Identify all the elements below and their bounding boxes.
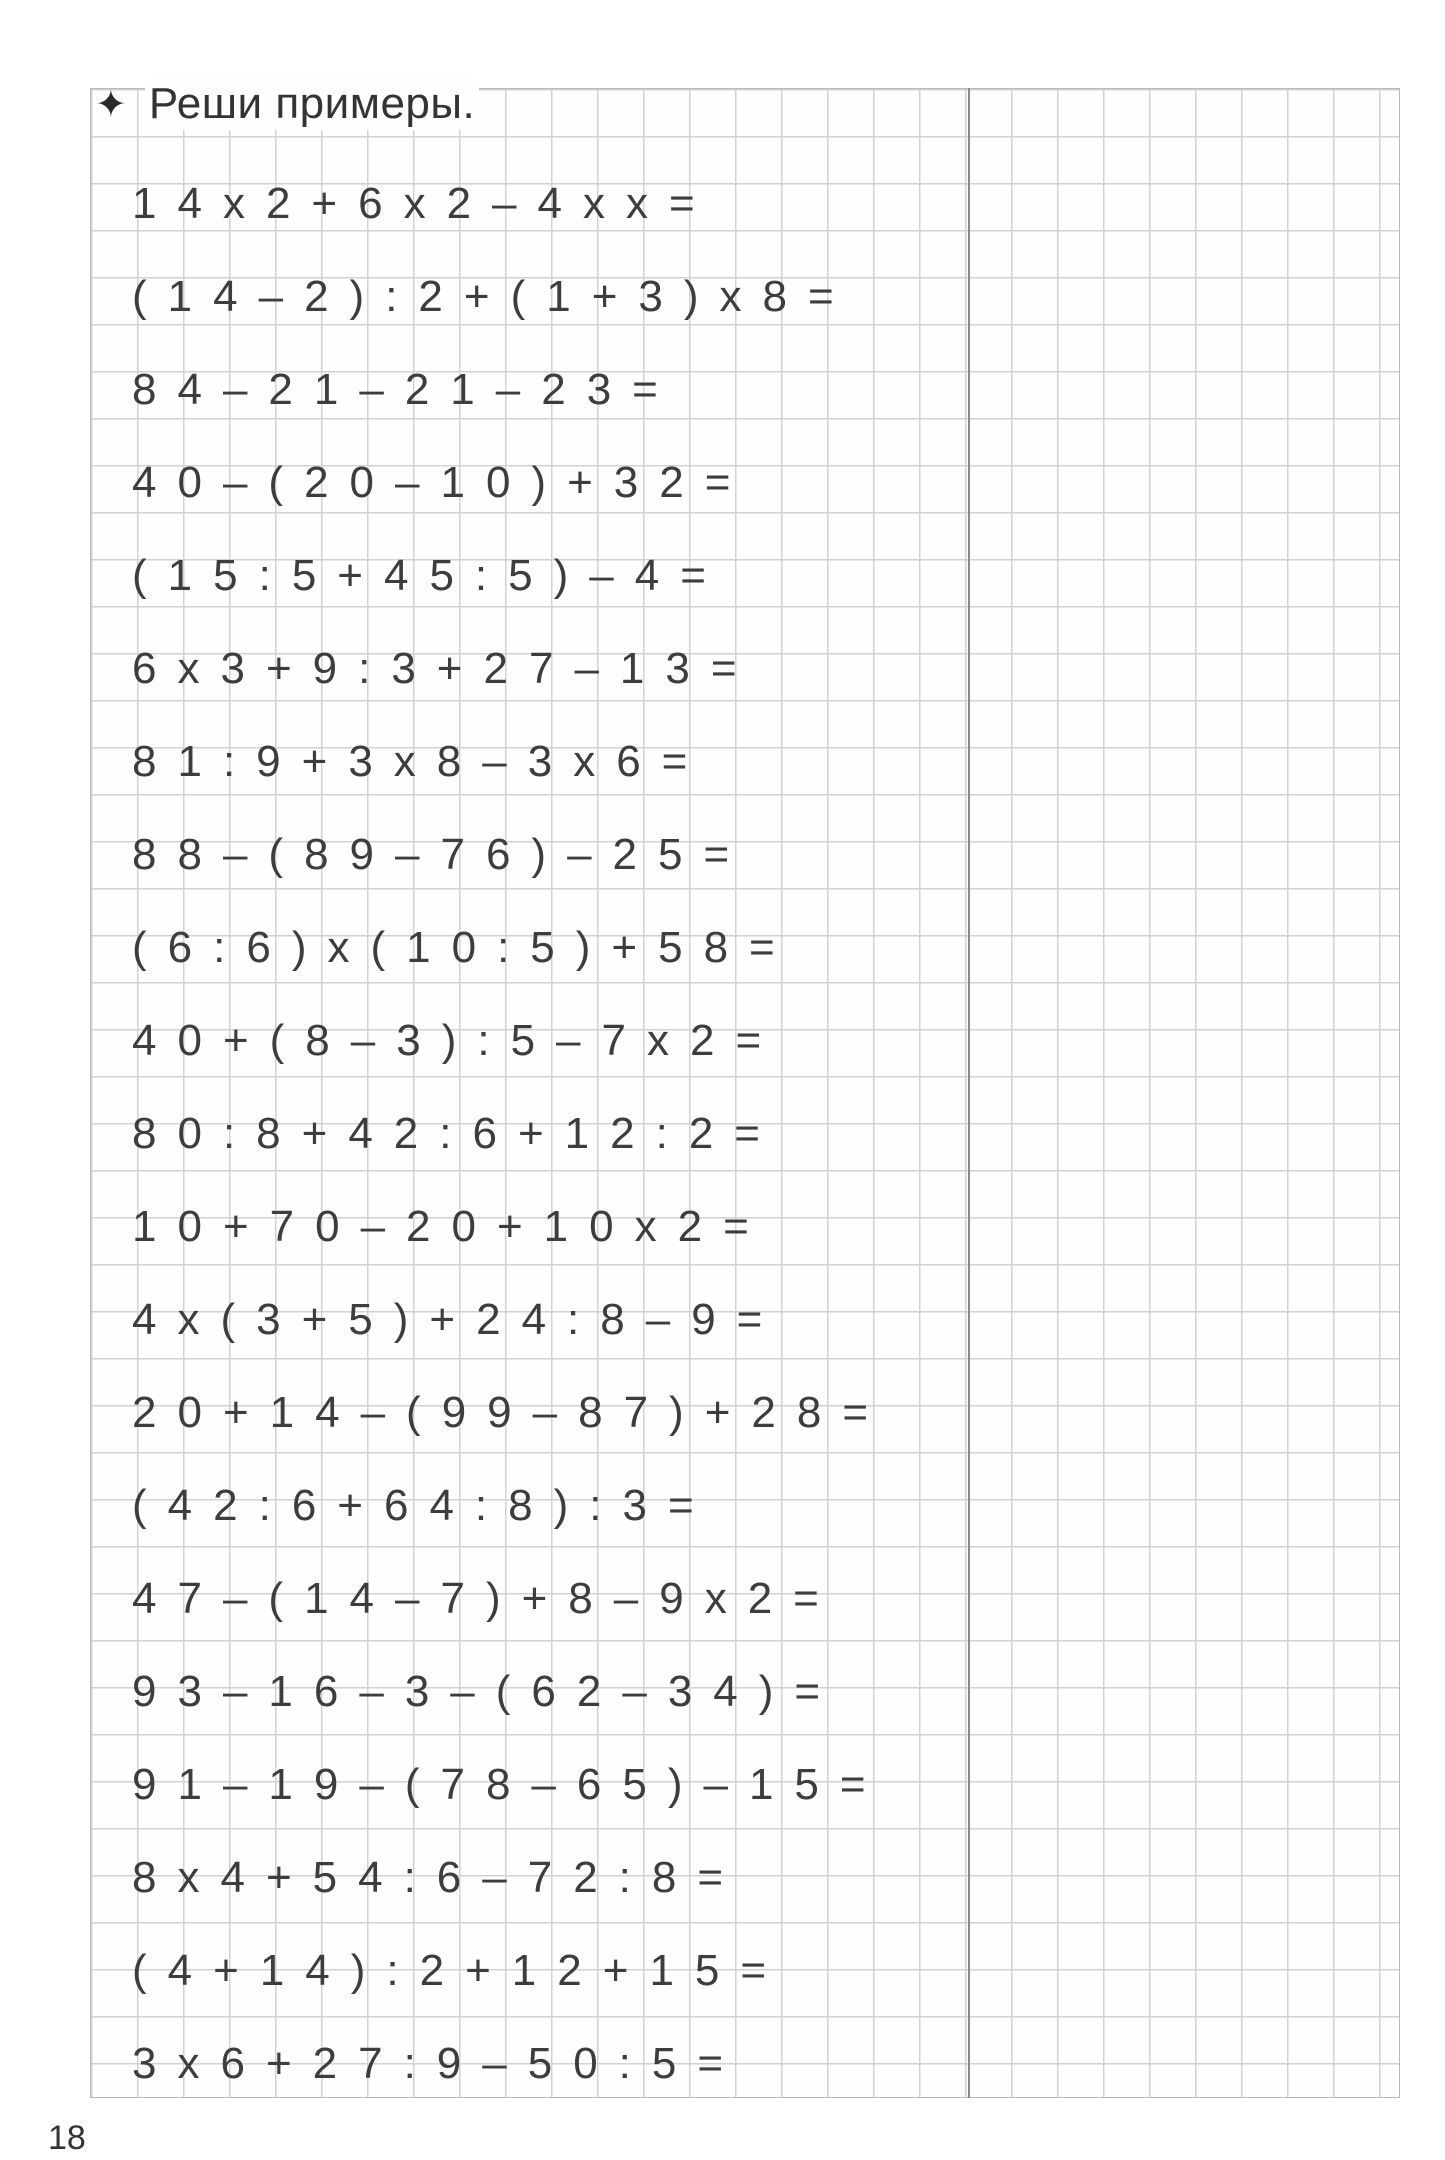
page-number: 18 — [48, 2119, 86, 2157]
problem-7: 81:9+3х8–3х6= — [132, 737, 709, 786]
problem-19: 8х4+54:6–72:8= — [132, 1853, 745, 1902]
problem-1: 14х2+6х2–4хх= — [132, 179, 716, 228]
problem-20: (4+14):2+12+15= — [132, 1946, 788, 1995]
problem-5: (15:5+45:5)–4= — [132, 551, 727, 600]
problem-3: 84–21–21–23= — [132, 365, 679, 414]
task-title: Реши примеры. — [145, 78, 479, 130]
problem-9: (6:6)х(10:5)+58= — [132, 923, 796, 972]
problem-4: 40–(20–10)+32= — [132, 458, 752, 507]
problem-21: 3х6+27:9–50:5= — [132, 2039, 745, 2088]
problem-8: 88–(89–76)–25= — [132, 830, 751, 879]
problem-10: 40+(8–3):5–7х2= — [132, 1016, 783, 1065]
problem-12: 10+70–20+10х2= — [132, 1202, 770, 1251]
four-pointed-star-icon: ✦ — [95, 82, 127, 126]
problem-15: (42:6+64:8):3= — [132, 1481, 715, 1530]
problem-17: 93–16–3–(62–34)= — [132, 1667, 842, 1716]
problem-13: 4х(3+5)+24:8–9= — [132, 1295, 784, 1344]
problem-18: 91–19–(78–65)–15= — [132, 1760, 887, 1809]
problem-16: 47–(14–7)+8–9х2= — [132, 1574, 840, 1623]
problem-6: 6х3+9:3+27–13= — [132, 644, 758, 693]
problem-14: 20+14–(99–87)+28= — [132, 1388, 890, 1437]
problem-2: (14–2):2+(1+3)х8= — [132, 272, 855, 321]
problem-11: 80:8+42:6+12:2= — [132, 1109, 781, 1158]
